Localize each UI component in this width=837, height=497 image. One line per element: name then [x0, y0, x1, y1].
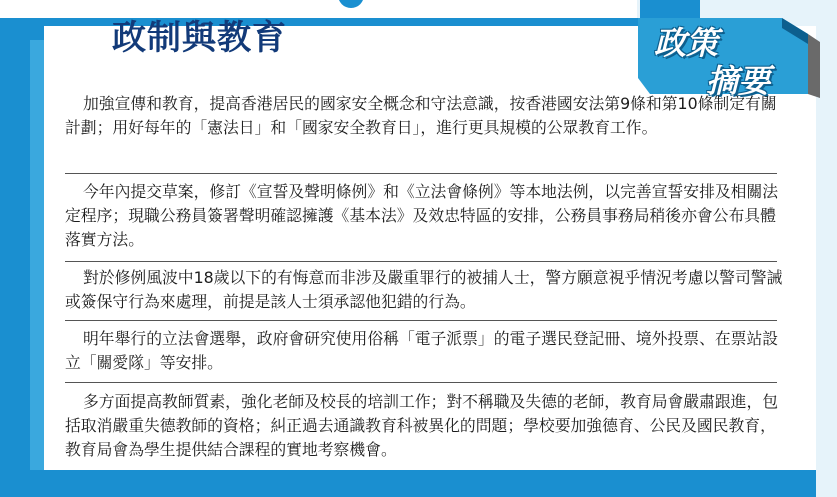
- badge-line-2: 摘要: [706, 62, 771, 100]
- divider-4: [65, 382, 777, 383]
- policy-summary-badge: [632, 14, 822, 98]
- page-title: 政制與教育: [112, 18, 287, 58]
- paragraph-5: 多方面提高教師質素，強化老師及校長的培訓工作；對不稱職及失德的老師，教育局會嚴肅跟進，包括取消嚴重失德教師的資格；糾正過去通識教育科被異化的問題；學校要加強德育、公民及國民教育，教育局會為學生提供結合課程的實地考察機會。: [65, 392, 779, 459]
- divider-1: [65, 173, 777, 174]
- divider-2: [65, 261, 777, 262]
- paragraph-3: 對於修例風波中18歲以下的有悔意而非涉及嚴重罪行的被捕人士，警方願意視乎情況考慮以警司警誡或簽保守行為來處理，前提是該人士須承認他犯錯的行為。: [65, 268, 783, 311]
- badge-line-1: 政策: [654, 24, 719, 62]
- paragraph-2: 今年內提交草案，修訂《宣誓及聲明條例》和《立法會條例》等本地法例，以完善宣誓安排及相關法定程序；現職公務員簽署聲明確認擁護《基本法》及效忠特區的安排，公務員事務局稍後亦會公布具體落實方法。: [65, 182, 779, 249]
- paragraph-4: 明年舉行的立法會選舉，政府會研究使用俗稱「電子派票」的電子選民登記冊、境外投票、在票站設立「關愛隊」等安排。: [65, 329, 779, 372]
- paragraph-1: 加強宣傳和教育，提高香港居民的國家安全概念和守法意識，按香港國安法第9條和第10條制定有關計劃；用好每年的「憲法日」和「國家安全教育日」，進行更具規模的公眾教育工作。: [65, 94, 777, 137]
- divider-3: [65, 320, 777, 321]
